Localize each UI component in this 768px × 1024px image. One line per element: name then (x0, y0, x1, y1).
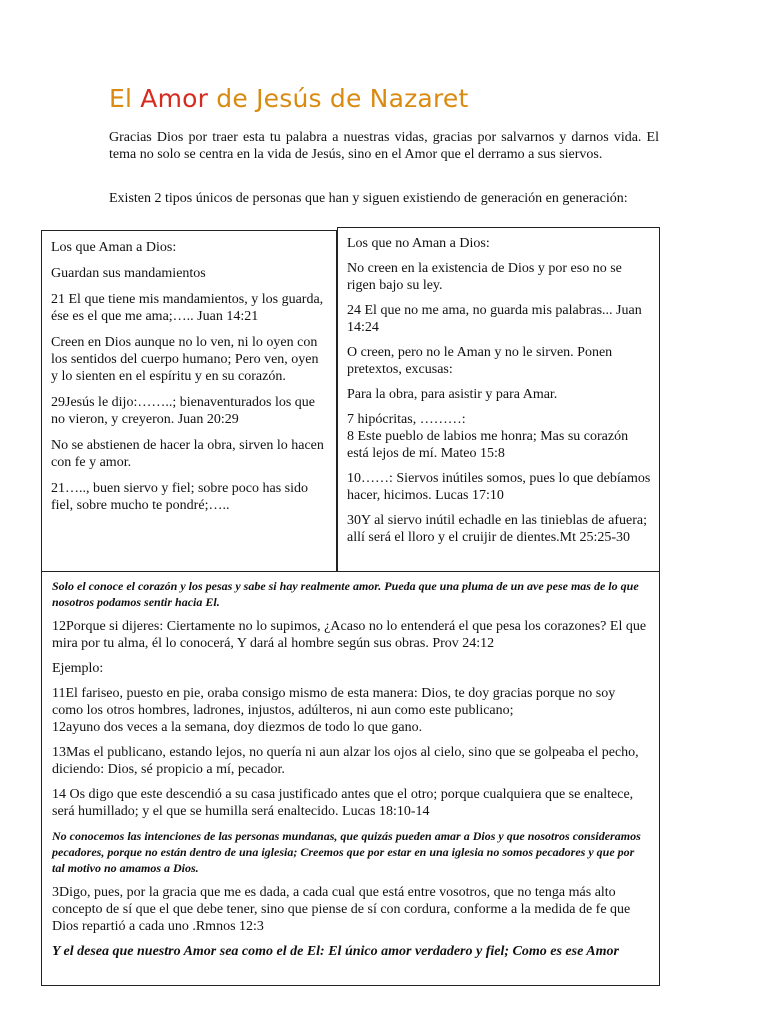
title-part-2: de Jesús de Nazaret (208, 84, 469, 113)
left-paragraph: 21….., buen siervo y fiel; sobre poco has sido fiel, sobre mucho te pondré;….. (51, 481, 309, 513)
page-title (109, 84, 468, 113)
lower-paragraph: 12ayuno dos veces a la semana, doy diezmos de todo lo que gano. (52, 720, 423, 735)
right-paragraph: 8 Este pueblo de labios me honra; Mas su corazón está lejos de mí. Mateo 15:8 (347, 429, 629, 461)
right-paragraph: No creen en la existencia de Dios y por eso no se rigen bajo su ley. (347, 261, 622, 293)
lower-paragraph: 14 Os digo que este descendió a su casa justificado antes que el otro; porque cualquiera que se enaltece, será humillado; y el que se humilla será enaltecido. Lucas 18:10-14 (52, 787, 634, 819)
left-paragraph: Guardan sus mandamientos (51, 266, 206, 281)
left-paragraph: 29Jesús le dijo:……..; bienaventurados los que no vieron, y creyeron. Juan 20:29 (51, 395, 316, 427)
right-paragraph: 24 El que no me ama, no guarda mis palabras... Juan 14:24 (347, 303, 642, 335)
left-paragraph: 21 El que tiene mis mandamientos, y los guarda, ése es el que me ama;….. Juan 14:21 (51, 292, 324, 324)
right-paragraph: 30Y al siervo inútil echadle en las tinieblas de afuera; allí será el lloro y el cruijir de dientes.Mt 25:25-30 (347, 513, 647, 545)
emphasis-paragraph: Solo el conoce el corazón y los pesas y sabe si hay realmente amor. Pueda que una pluma de un ave pese mas de lo que nosotros podamos sentir hacia El. (52, 579, 639, 609)
right-paragraph: Para la obra, para asistir y para Amar. (347, 387, 558, 402)
lower-text-box (41, 571, 660, 986)
example-label: Ejemplo: (52, 661, 104, 676)
closing-emphasis: Y el desea que nuestro Amor sea como el de El: El único amor verdadero y fiel; Como es ese Amor (52, 944, 619, 959)
column-not-love-god (337, 227, 660, 573)
column-heading-love: Los que Aman a Dios: (51, 240, 177, 255)
lower-paragraph: 11El fariseo, puesto en pie, oraba consigo mismo de esta manera: Dios, te doy gracias porque no soy como los otros hombres, ladrones, injustos, adúlteros, ni aun como este publicano; (52, 686, 616, 718)
emphasis-paragraph: No conocemos las intenciones de las personas mundanas, que quizás pueden amar a Dios y que nosotros consideramos pecadores, porque no están dentro de una iglesia; Creemos que por estar en una iglesia no somos pecadores y que por tal motivo no amamos a Dios. (52, 829, 641, 875)
right-paragraph: 7 hipócritas, ………: (347, 412, 466, 427)
lower-paragraph: 13Mas el publicano, estando lejos, no quería ni aun alzar los ojos al cielo, sino que se golpeaba el pecho, diciendo: Dios, sé propicio a mí, pecador. (52, 745, 639, 777)
column-love-god (41, 230, 337, 572)
intro-paragraph-1: Gracias Dios por traer esta tu palabra a nuestras vidas, gracias por salvarnos y darnos vida. El tema no solo se centra en la vida de Jesús, sino en el Amor que el derramo a sus siervos. (109, 130, 659, 162)
lower-paragraph: 3Digo, pues, por la gracia que me es dada, a cada cual que está entre vosotros, que no tenga más alto concepto de sí que el que debe tener, sino que piense de sí con cordura, conforme a la medida de fe que Dios repartió a cada uno .Rmnos 12:3 (52, 885, 631, 934)
right-paragraph: 10……: Siervos inútiles somos, pues lo que debíamos hacer, hicimos. Lucas 17:10 (347, 471, 651, 503)
left-paragraph: Creen en Dios aunque no lo ven, ni lo oyen con los sentidos del cuerpo humano; Pero ven, oyen y lo sienten en el espíritu y en su corazón. (51, 335, 319, 384)
lower-paragraph: 12Porque si dijeres: Ciertamente no lo supimos, ¿Acaso no lo entenderá el que pesa los corazones? El que mira por tu alma, él lo conocerá, Y dará al hombre según sus obras. Prov 24:12 (52, 619, 647, 651)
intro-paragraph-2: Existen 2 tipos únicos de personas que han y siguen existiendo de generación en generación: (109, 191, 628, 206)
column-heading-not-love: Los que no Aman a Dios: (347, 236, 490, 251)
title-part-1: El (109, 84, 141, 113)
left-paragraph: No se abstienen de hacer la obra, sirven lo hacen con fe y amor. (51, 438, 324, 470)
right-paragraph: O creen, pero no le Aman y no le sirven. Ponen pretextos, excusas: (347, 345, 613, 377)
title-accent-word: Amor (140, 84, 209, 113)
